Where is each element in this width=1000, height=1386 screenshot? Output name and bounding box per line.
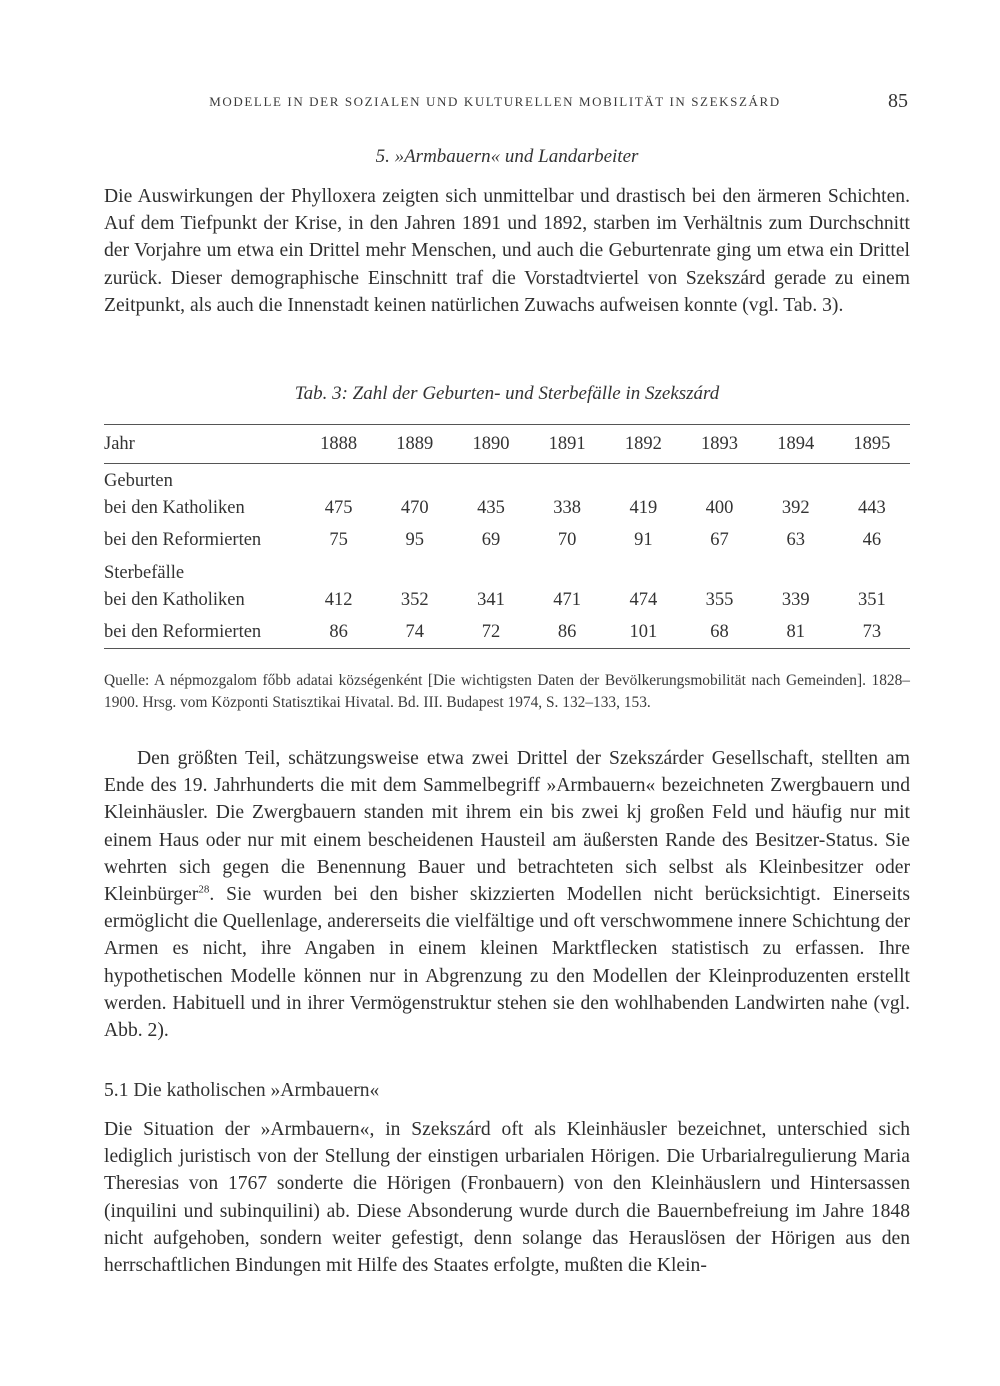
table-header-row [104,425,910,464]
table-row [104,584,910,616]
table-cell: 67 [710,529,729,550]
table-cell: 443 [858,497,886,518]
subsection-heading: 5.1 Die katholischen »Armbauern« [104,1080,380,1101]
table-source-note: Quelle: A népmozgalom főbb adatai községenként [Die wichtigsten Daten der Bevölkerungsmobilität nach Gemeinden]. 1828–1900. Hrsg. vom Központi Statisztikai Hivatal. Bd. III. Budapest 1974, S. 132–133, 153. [104,672,910,711]
row-label: bei den Reformierten [104,529,262,550]
table-cell: 91 [634,529,653,550]
table-cell: 81 [786,621,805,642]
table-caption: Tab. 3: Zahl der Geburten- und Sterbefälle in Szekszárd [294,383,720,404]
row-label: bei den Reformierten [104,621,262,642]
table-cell: 75 [329,529,348,550]
table-cell: 352 [400,589,429,610]
table-cell: 46 [862,529,882,550]
table-row [104,616,910,649]
page-number: 85 [888,90,908,112]
footnote-marker: 28 [198,883,210,896]
year-cell: 1888 [320,433,358,454]
group-label: Sterbefälle [104,563,185,583]
year-header: Jahr [104,433,135,454]
table-cell: 86 [557,621,577,642]
table-cell: 70 [557,529,577,550]
running-head [0,92,1000,118]
row-label: bei den Katholiken [104,589,245,610]
year-cell: 1895 [853,433,891,454]
table-cell: 341 [477,589,505,610]
table-cell: 73 [862,621,882,642]
group-row-deaths [104,556,910,584]
paragraph-2 [104,745,910,1044]
row-label: bei den Katholiken [104,497,245,518]
table-cell: 419 [629,497,658,518]
table-cell: 74 [405,621,425,642]
year-cell: 1893 [701,433,739,454]
section-heading: 5. »Armbauern« und Landarbeiter [375,146,639,167]
data-table-container [104,424,910,649]
paragraph-3: Die Situation der »Armbauern«, in Szekszárd oft als Kleinhäusler bezeichnet, unterschied sich lediglich juristisch von der Stellung der einstigen urbarialen Hörigen. Die Urbarialregulierung Maria Theresias von 1767 sonderte die Hörigen (Fronbauern) von den Kleinhäuslern und Hintersassen (inquilini und subinquilini) ab. Diese Absonderung wurde durch die Bauernbefreiung im Jahre 1848 nicht aufgehoben, sondern weiter gefestigt, denn solange das Herauslösen der Hörigen aus den herrschaftlichen Bindungen mit Hilfe des Staates erfolgte, mußten die Klein- [104,1119,910,1277]
table-cell: 435 [477,497,505,518]
table-cell: 101 [629,621,658,642]
table-row [104,524,910,556]
table-cell: 471 [553,589,582,610]
table-cell: 338 [553,497,582,518]
table-cell: 392 [781,497,810,518]
table-cell: 355 [705,589,734,610]
table-cell: 72 [481,621,501,642]
group-label: Geburten [104,471,173,491]
group-row-births [104,464,910,493]
year-cell: 1894 [777,433,815,454]
table-cell: 470 [400,497,429,518]
year-cell: 1892 [624,433,662,454]
table-cell: 475 [324,497,353,518]
table-cell: 86 [329,621,348,642]
table-cell: 68 [710,621,729,642]
paragraph-1: Die Auswirkungen der Phylloxera zeigten sich unmittelbar und drastisch bei den ärmeren Schichten. Auf dem Tiefpunkt der Krise, in den Jahren 1891 und 1892, starben im Verhältnis zum Durchschnitt der Vorjahre um etwa ein Drittel mehr Menschen, und auch die Geburtenrate ging um etwa ein Drittel zurück. Dieser demographische Einschnitt traf die Vorstadtviertel von Szekszárd gerade zu einem Zeitpunkt, als auch die Innenstadt keinen natürlichen Zuwachs aufweisen konnte (vgl. Tab. 3). [104,186,910,316]
table-cell: 95 [405,529,425,550]
table-cell: 474 [629,589,658,610]
table-cell: 412 [324,589,353,610]
births-deaths-table [104,424,910,649]
year-cell: 1891 [548,433,586,454]
year-cell: 1890 [472,433,510,454]
paragraph-2-text: Den größten Teil, schätzungsweise etwa zwei Drittel der Szekszárder Gesellschaft, stellten am Ende des 19. Jahrhunderts die mit dem Sammelbegriff »Armbauern« bezeichneten Zwergbauern und Kleinhäusler. Die Zwergbauern standen mit ihrem ein bis zwei kj großen Feld und häufig nur mit einem Haus oder nur mit einem bescheidenen Hausteil am äußersten Rande des Besitzer-Status. Sie wehrten sich gegen die Benennung Bauer und betrachteten sich selbst als Kleinbesitzer oder Kleinbürger [104,748,910,906]
table-cell: 63 [786,529,805,550]
year-cell: 1889 [396,433,434,454]
table-cell: 400 [705,497,734,518]
running-title: MODELLE IN DER SOZIALEN UND KULTURELLEN MOBILITÄT IN SZEKSZÁRD [209,94,781,109]
paragraph-2-text-cont: . Sie wurden bei den bisher skizzierten Modellen nicht berücksichtigt. Einerseits ermöglicht die Quellenlage, andererseits die vielfältige und oft verschwommene innere Schichtung der Armen es nicht, ihre Angaben in einem kleinen Marktflecken statistisch zu erfassen. Ihre hypothetischen Modelle können nur in Abgrenzung zu den Modellen der Kleinproduzenten erstellt werden. Habituell und in ihrer Vermögenstruktur stehen sie den wohlhabenden Landwirten nahe (vgl. Abb. 2). [104,884,910,1042]
table-cell: 339 [781,589,810,610]
table-cell: 69 [481,529,501,550]
table-cell: 351 [858,589,886,610]
table-row [104,492,910,524]
